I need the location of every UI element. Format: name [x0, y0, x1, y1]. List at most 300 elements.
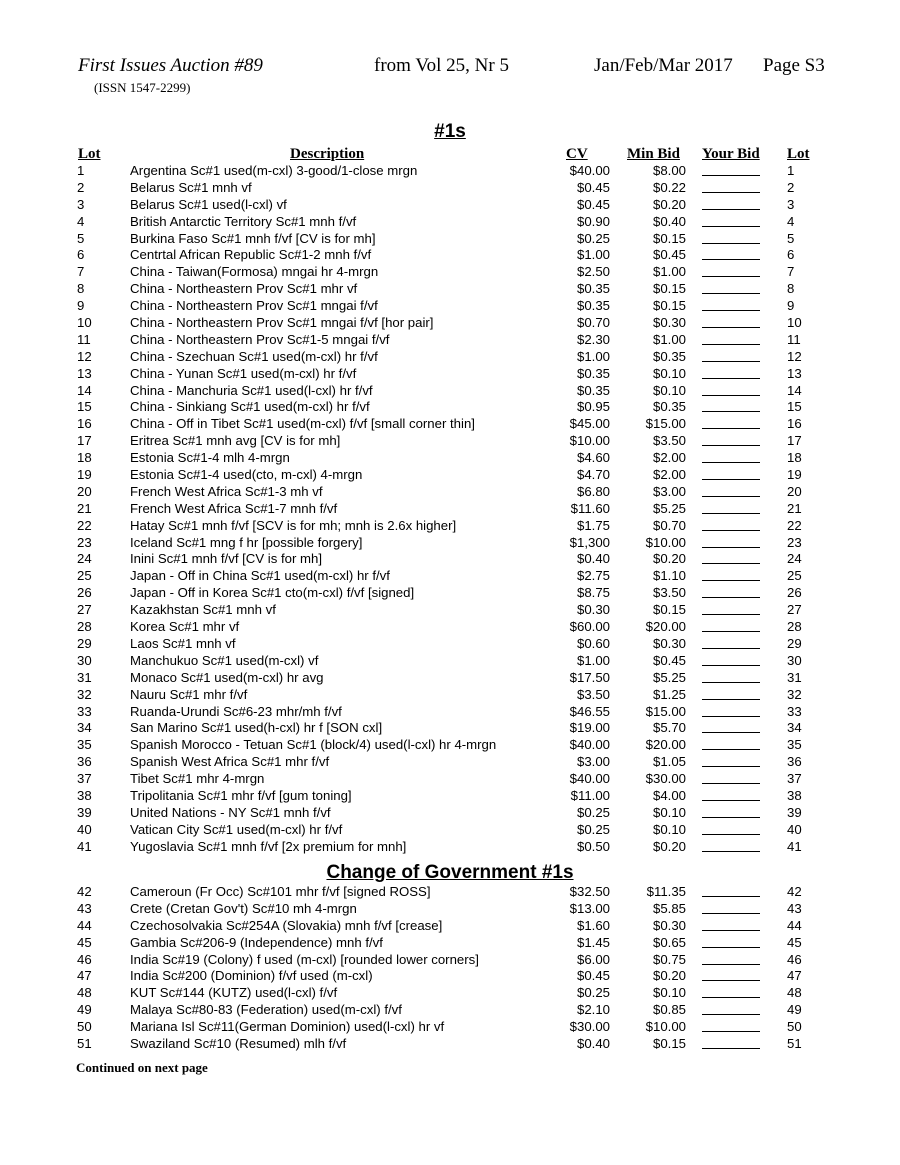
lot-row — [0, 247, 900, 264]
lot-number: 5 — [77, 230, 85, 246]
lot-description: French West Africa Sc#1-3 mh vf — [130, 483, 323, 499]
your-bid-line[interactable] — [702, 361, 760, 362]
min-bid: $0.20 — [652, 838, 686, 854]
catalog-value: $13.00 — [569, 900, 610, 916]
lot-description: Monaco Sc#1 used(m-cxl) hr avg — [130, 669, 324, 685]
lot-description: China - Manchuria Sc#1 used(l-cxl) hr f/vf — [130, 382, 373, 398]
lot-number: 14 — [77, 382, 92, 398]
lot-description: China - Off in Tibet Sc#1 used(m-cxl) f/vf [small corner thin] — [130, 416, 475, 432]
lot-list-change-of-government — [0, 884, 900, 1053]
lot-number-right: 21 — [787, 500, 802, 516]
column-header-lot: Lot — [78, 146, 101, 162]
lot-description: China - Taiwan(Formosa) mngai hr 4-mrgn — [130, 264, 379, 280]
lot-number-right: 46 — [787, 951, 802, 967]
min-bid: $0.10 — [652, 382, 686, 398]
lot-number-right: 31 — [787, 669, 802, 685]
min-bid: $10.00 — [645, 534, 686, 550]
lot-number: 20 — [77, 483, 92, 499]
your-bid-line[interactable] — [702, 913, 760, 914]
your-bid-line[interactable] — [702, 192, 760, 193]
min-bid: $0.45 — [652, 652, 686, 668]
lot-number: 13 — [77, 365, 92, 381]
catalog-value: $0.25 — [576, 985, 610, 1001]
min-bid: $0.75 — [652, 951, 686, 967]
lot-number: 4 — [77, 213, 85, 229]
lot-row — [0, 1002, 900, 1019]
lot-row — [0, 399, 900, 416]
catalog-value: $0.60 — [576, 635, 610, 651]
min-bid: $0.15 — [652, 281, 686, 297]
lot-number: 51 — [77, 1036, 92, 1052]
lot-number: 27 — [77, 602, 92, 618]
lot-number-right: 37 — [787, 771, 802, 787]
lot-number-right: 19 — [787, 467, 802, 483]
lot-row — [0, 653, 900, 670]
lot-number-right: 41 — [787, 838, 802, 854]
lot-description: China - Szechuan Sc#1 used(m-cxl) hr f/vf — [130, 348, 378, 364]
lot-description: Japan - Off in China Sc#1 used(m-cxl) hr f/vf — [130, 568, 390, 584]
lot-number-right: 28 — [787, 619, 802, 635]
lot-number: 49 — [77, 1002, 92, 1018]
lot-number-right: 23 — [787, 534, 802, 550]
lot-description: Inini Sc#1 mnh f/vf [CV is for mh] — [130, 551, 323, 567]
lot-description: Spanish West Africa Sc#1 mhr f/vf — [130, 754, 330, 770]
your-bid-line[interactable] — [702, 395, 760, 396]
min-bid: $5.85 — [652, 900, 686, 916]
your-bid-line[interactable] — [702, 964, 760, 965]
min-bid: $5.70 — [652, 720, 686, 736]
your-bid-line[interactable] — [702, 631, 760, 632]
your-bid-line[interactable] — [702, 496, 760, 497]
lot-description: Estonia Sc#1-4 mlh 4-mrgn — [130, 450, 290, 466]
lot-number-right: 3 — [787, 196, 795, 212]
catalog-value: $3.00 — [576, 754, 610, 770]
your-bid-line[interactable] — [702, 597, 760, 598]
min-bid: $0.20 — [652, 196, 686, 212]
lot-description: Belarus Sc#1 used(l-cxl) vf — [130, 196, 287, 212]
lot-description: United Nations - NY Sc#1 mnh f/vf — [130, 804, 331, 820]
lot-number: 33 — [77, 703, 92, 719]
your-bid-line[interactable] — [702, 462, 760, 463]
your-bid-line[interactable] — [702, 783, 760, 784]
lot-number: 7 — [77, 264, 85, 280]
lot-number-right: 6 — [787, 247, 795, 263]
lot-description: China - Sinkiang Sc#1 used(m-cxl) hr f/vf — [130, 399, 370, 415]
lot-number: 32 — [77, 686, 92, 702]
min-bid: $0.85 — [652, 1002, 686, 1018]
lot-number-right: 32 — [787, 686, 802, 702]
your-bid-line[interactable] — [702, 513, 760, 514]
lot-number: 16 — [77, 416, 92, 432]
lot-number-right: 10 — [787, 315, 802, 331]
min-bid: $3.50 — [652, 433, 686, 449]
catalog-value: $4.70 — [576, 467, 610, 483]
min-bid: $0.65 — [652, 934, 686, 950]
your-bid-line[interactable] — [702, 749, 760, 750]
catalog-value: $1.45 — [576, 934, 610, 950]
catalog-value: $11.60 — [570, 500, 610, 516]
lot-number: 29 — [77, 635, 92, 651]
lot-number: 22 — [77, 517, 92, 533]
column-header-description: Description — [290, 146, 365, 162]
lot-number: 3 — [77, 196, 85, 212]
lot-row — [0, 985, 900, 1002]
catalog-value: $8.75 — [576, 585, 610, 601]
lot-number-right: 26 — [787, 585, 802, 601]
your-bid-line[interactable] — [702, 834, 760, 835]
lot-row — [0, 163, 900, 180]
lot-description: China - Northeastern Prov Sc#1 mhr vf — [130, 281, 358, 297]
lot-number: 25 — [77, 568, 92, 584]
your-bid-line[interactable] — [702, 580, 760, 581]
lot-number-right: 44 — [787, 917, 802, 933]
catalog-value: $46.55 — [569, 703, 610, 719]
min-bid: $1.05 — [652, 754, 686, 770]
min-bid: $0.70 — [652, 517, 686, 533]
lot-row — [0, 298, 900, 315]
lot-number-right: 8 — [787, 281, 795, 297]
your-bid-line[interactable] — [702, 563, 760, 564]
lot-number: 45 — [77, 934, 92, 950]
lot-description: KUT Sc#144 (KUTZ) used(l-cxl) f/vf — [130, 985, 338, 1001]
min-bid: $0.30 — [652, 635, 686, 651]
catalog-value: $1.60 — [576, 917, 610, 933]
catalog-value: $0.45 — [576, 196, 610, 212]
min-bid: $0.15 — [652, 1036, 686, 1052]
your-bid-line[interactable] — [702, 766, 760, 767]
lot-number: 15 — [77, 399, 92, 415]
lot-row — [0, 1036, 900, 1053]
your-bid-line[interactable] — [702, 428, 760, 429]
catalog-value: $40.00 — [569, 737, 610, 753]
your-bid-line[interactable] — [702, 378, 760, 379]
lot-number-right: 18 — [787, 450, 802, 466]
catalog-value: $0.25 — [576, 230, 610, 246]
your-bid-line[interactable] — [702, 479, 760, 480]
lot-number-right: 24 — [787, 551, 802, 567]
min-bid: $0.15 — [652, 230, 686, 246]
volume-info: from Vol 25, Nr 5 — [374, 55, 509, 76]
catalog-value: $1.00 — [576, 652, 610, 668]
lot-description: Swaziland Sc#10 (Resumed) mlh f/vf — [130, 1036, 347, 1052]
lot-description: Yugoslavia Sc#1 mnh f/vf [2x premium for mnh] — [130, 838, 407, 854]
your-bid-line[interactable] — [702, 682, 760, 683]
min-bid: $3.50 — [652, 585, 686, 601]
min-bid: $0.35 — [652, 348, 686, 364]
lot-row — [0, 214, 900, 231]
lot-number: 10 — [77, 315, 92, 331]
lot-row — [0, 704, 900, 721]
catalog-value: $0.35 — [576, 281, 610, 297]
your-bid-line[interactable] — [702, 817, 760, 818]
min-bid: $15.00 — [645, 703, 686, 719]
lot-row — [0, 484, 900, 501]
lot-number: 8 — [77, 281, 85, 297]
lot-row — [0, 366, 900, 383]
catalog-value: $1.75 — [576, 517, 610, 533]
lot-row — [0, 1019, 900, 1036]
your-bid-line[interactable] — [702, 1048, 760, 1049]
lot-row — [0, 822, 900, 839]
your-bid-line[interactable] — [702, 980, 760, 981]
lot-number: 24 — [77, 551, 92, 567]
min-bid: $15.00 — [645, 416, 686, 432]
catalog-value: $0.95 — [576, 399, 610, 415]
lot-number: 30 — [77, 652, 92, 668]
catalog-value: $0.35 — [576, 365, 610, 381]
lot-number: 1 — [77, 163, 85, 178]
lot-description: Hatay Sc#1 mnh f/vf [SCV is for mh; mnh is 2.6x higher] — [130, 517, 457, 533]
min-bid: $0.35 — [652, 399, 686, 415]
lot-number: 43 — [77, 900, 92, 916]
min-bid: $5.25 — [652, 669, 686, 685]
your-bid-line[interactable] — [702, 259, 760, 260]
min-bid: $0.20 — [652, 968, 686, 984]
lot-number-right: 2 — [787, 179, 795, 195]
lot-description: Tripolitania Sc#1 mhr f/vf [gum toning] — [130, 787, 352, 803]
catalog-value: $0.30 — [576, 602, 610, 618]
catalog-value: $3.50 — [576, 686, 610, 702]
column-header-min-bid: Min Bid — [627, 146, 680, 162]
catalog-value: $0.35 — [576, 382, 610, 398]
catalog-value: $17.50 — [569, 669, 610, 685]
lot-row — [0, 416, 900, 433]
lot-row — [0, 952, 900, 969]
your-bid-line[interactable] — [702, 276, 760, 277]
catalog-value: $60.00 — [569, 619, 610, 635]
your-bid-line[interactable] — [702, 716, 760, 717]
min-bid: $0.20 — [652, 551, 686, 567]
lot-row — [0, 518, 900, 535]
lot-row — [0, 332, 900, 349]
page-number: Page S3 — [763, 55, 825, 76]
your-bid-line[interactable] — [702, 344, 760, 345]
catalog-value: $10.00 — [569, 433, 610, 449]
your-bid-line[interactable] — [702, 1031, 760, 1032]
your-bid-line[interactable] — [702, 614, 760, 615]
min-bid: $0.40 — [652, 213, 686, 229]
lot-number-right: 42 — [787, 884, 802, 899]
your-bid-line[interactable] — [702, 732, 760, 733]
lot-number-right: 12 — [787, 348, 802, 364]
lot-number-right: 15 — [787, 399, 802, 415]
lot-description: San Marino Sc#1 used(h-cxl) hr f [SON cxl] — [130, 720, 383, 736]
lot-number: 11 — [77, 331, 91, 347]
lot-number: 31 — [77, 669, 92, 685]
lot-number: 35 — [77, 737, 92, 753]
section-title-change-of-government: Change of Government #1s — [326, 862, 574, 883]
min-bid: $0.30 — [652, 315, 686, 331]
lot-description: Korea Sc#1 mhr vf — [130, 619, 240, 635]
your-bid-line[interactable] — [702, 411, 760, 412]
lot-number-right: 20 — [787, 483, 802, 499]
your-bid-line[interactable] — [702, 665, 760, 666]
lot-number: 18 — [77, 450, 92, 466]
lot-number: 39 — [77, 804, 92, 820]
lot-row — [0, 935, 900, 952]
lot-number-right: 4 — [787, 213, 795, 229]
lot-row — [0, 918, 900, 935]
lot-number-right: 43 — [787, 900, 802, 916]
column-header-lot-right: Lot — [787, 146, 810, 162]
lot-number: 47 — [77, 968, 92, 984]
lot-number-right: 30 — [787, 652, 802, 668]
catalog-value: $0.25 — [576, 821, 610, 837]
issn: (ISSN 1547-2299) — [94, 80, 191, 95]
continued-note: Continued on next page — [76, 1060, 208, 1075]
lot-number-right: 40 — [787, 821, 802, 837]
your-bid-line[interactable] — [702, 310, 760, 311]
your-bid-line[interactable] — [702, 445, 760, 446]
min-bid: $4.00 — [652, 787, 686, 803]
catalog-value: $2.30 — [576, 331, 610, 347]
lot-row — [0, 754, 900, 771]
lot-number: 34 — [77, 720, 92, 736]
lot-row — [0, 568, 900, 585]
your-bid-line[interactable] — [702, 530, 760, 531]
catalog-value: $6.80 — [576, 483, 610, 499]
catalog-value: $0.40 — [576, 551, 610, 567]
your-bid-line[interactable] — [702, 243, 760, 244]
lot-number-right: 29 — [787, 635, 802, 651]
lot-description: French West Africa Sc#1-7 mnh f/vf — [130, 500, 338, 516]
your-bid-line[interactable] — [702, 648, 760, 649]
min-bid: $1.25 — [652, 686, 686, 702]
auction-title: First Issues Auction #89 — [78, 55, 263, 76]
your-bid-line[interactable] — [702, 699, 760, 700]
catalog-value: $11.00 — [570, 787, 610, 803]
lot-number: 28 — [77, 619, 92, 635]
lot-description: British Antarctic Territory Sc#1 mnh f/vf — [130, 213, 357, 229]
lot-row — [0, 901, 900, 918]
lot-row — [0, 788, 900, 805]
lot-number: 48 — [77, 985, 92, 1001]
lot-number-right: 1 — [787, 163, 795, 178]
lot-number-right: 11 — [787, 331, 801, 347]
your-bid-line[interactable] — [702, 293, 760, 294]
lot-number-right: 35 — [787, 737, 802, 753]
your-bid-line[interactable] — [702, 800, 760, 801]
your-bid-line[interactable] — [702, 997, 760, 998]
catalog-value: $0.50 — [576, 838, 610, 854]
lot-row — [0, 535, 900, 552]
your-bid-line[interactable] — [702, 1014, 760, 1015]
min-bid: $30.00 — [645, 771, 686, 787]
lot-number-right: 39 — [787, 804, 802, 820]
lot-number-right: 5 — [787, 230, 795, 246]
lot-description: Spanish Morocco - Tetuan Sc#1 (block/4) used(l-cxl) hr 4-mrgn — [130, 737, 497, 753]
min-bid: $8.00 — [652, 163, 686, 178]
lot-number: 2 — [77, 179, 85, 195]
lot-number-right: 48 — [787, 985, 802, 1001]
lot-row — [0, 315, 900, 332]
catalog-value: $4.60 — [576, 450, 610, 466]
catalog-value: $0.25 — [576, 804, 610, 820]
min-bid: $2.00 — [652, 467, 686, 483]
column-header-cv: CV — [566, 146, 588, 162]
your-bid-line[interactable] — [702, 930, 760, 931]
lot-description: China - Yunan Sc#1 used(m-cxl) hr f/vf — [130, 365, 357, 381]
lot-number: 9 — [77, 298, 85, 314]
min-bid: $5.25 — [652, 500, 686, 516]
lot-number: 23 — [77, 534, 92, 550]
lot-description: Mariana Isl Sc#11(German Dominion) used(l-cxl) hr vf — [130, 1019, 445, 1035]
lot-number-right: 36 — [787, 754, 802, 770]
lot-row — [0, 771, 900, 788]
your-bid-line[interactable] — [702, 209, 760, 210]
your-bid-line[interactable] — [702, 851, 760, 852]
lot-description: Japan - Off in Korea Sc#1 cto(m-cxl) f/vf [signed] — [130, 585, 415, 601]
lot-row — [0, 687, 900, 704]
min-bid: $0.22 — [652, 179, 686, 195]
your-bid-line[interactable] — [702, 226, 760, 227]
lot-number: 40 — [77, 821, 92, 837]
lot-description: Iceland Sc#1 mng f hr [possible forgery] — [130, 534, 363, 550]
lot-row — [0, 501, 900, 518]
min-bid: $2.00 — [652, 450, 686, 466]
lot-row — [0, 383, 900, 400]
lot-description: China - Northeastern Prov Sc#1 mngai f/vf [hor pair] — [130, 315, 434, 331]
lot-description: Burkina Faso Sc#1 mnh f/vf [CV is for mh] — [130, 230, 376, 246]
lot-number-right: 50 — [787, 1019, 802, 1035]
min-bid: $0.10 — [652, 804, 686, 820]
your-bid-line[interactable] — [702, 896, 760, 897]
catalog-value: $32.50 — [569, 884, 610, 899]
catalog-value: $40.00 — [569, 771, 610, 787]
lot-number: 44 — [77, 917, 92, 933]
catalog-value: $0.45 — [576, 968, 610, 984]
catalog-value: $0.35 — [576, 298, 610, 314]
lot-description: Nauru Sc#1 mhr f/vf — [130, 686, 248, 702]
lot-list-first-issues — [0, 163, 900, 856]
catalog-value: $0.45 — [576, 179, 610, 195]
lot-number: 26 — [77, 585, 92, 601]
catalog-value: $1.00 — [576, 247, 610, 263]
lot-number-right: 22 — [787, 517, 802, 533]
lot-row — [0, 839, 900, 856]
lot-number-right: 13 — [787, 365, 802, 381]
your-bid-line[interactable] — [702, 327, 760, 328]
lot-number-right: 47 — [787, 968, 802, 984]
lot-description: Eritrea Sc#1 mnh avg [CV is for mh] — [130, 433, 341, 449]
lot-row — [0, 551, 900, 568]
lot-number-right: 17 — [787, 433, 802, 449]
lot-row — [0, 805, 900, 822]
your-bid-line[interactable] — [702, 175, 760, 176]
lot-description: China - Northeastern Prov Sc#1 mngai f/vf — [130, 298, 378, 314]
your-bid-line[interactable] — [702, 547, 760, 548]
lot-description: Cameroun (Fr Occ) Sc#101 mhr f/vf [signed ROSS] — [130, 884, 431, 899]
lot-description: Laos Sc#1 mnh vf — [130, 635, 236, 651]
your-bid-line[interactable] — [702, 947, 760, 948]
catalog-value: $6.00 — [576, 951, 610, 967]
lot-number: 50 — [77, 1019, 92, 1035]
column-header-your-bid: Your Bid — [702, 146, 760, 162]
lot-row — [0, 281, 900, 298]
lot-number-right: 9 — [787, 298, 795, 314]
min-bid: $0.10 — [652, 821, 686, 837]
lot-row — [0, 467, 900, 484]
lot-description: Malaya Sc#80-83 (Federation) used(m-cxl) f/vf — [130, 1002, 402, 1018]
lot-description: Argentina Sc#1 used(m-cxl) 3-good/1-close mrgn — [130, 163, 418, 178]
lot-row — [0, 602, 900, 619]
catalog-value: $30.00 — [569, 1019, 610, 1035]
lot-row — [0, 264, 900, 281]
lot-row — [0, 197, 900, 214]
lot-row — [0, 450, 900, 467]
lot-row — [0, 737, 900, 754]
min-bid: $20.00 — [645, 619, 686, 635]
